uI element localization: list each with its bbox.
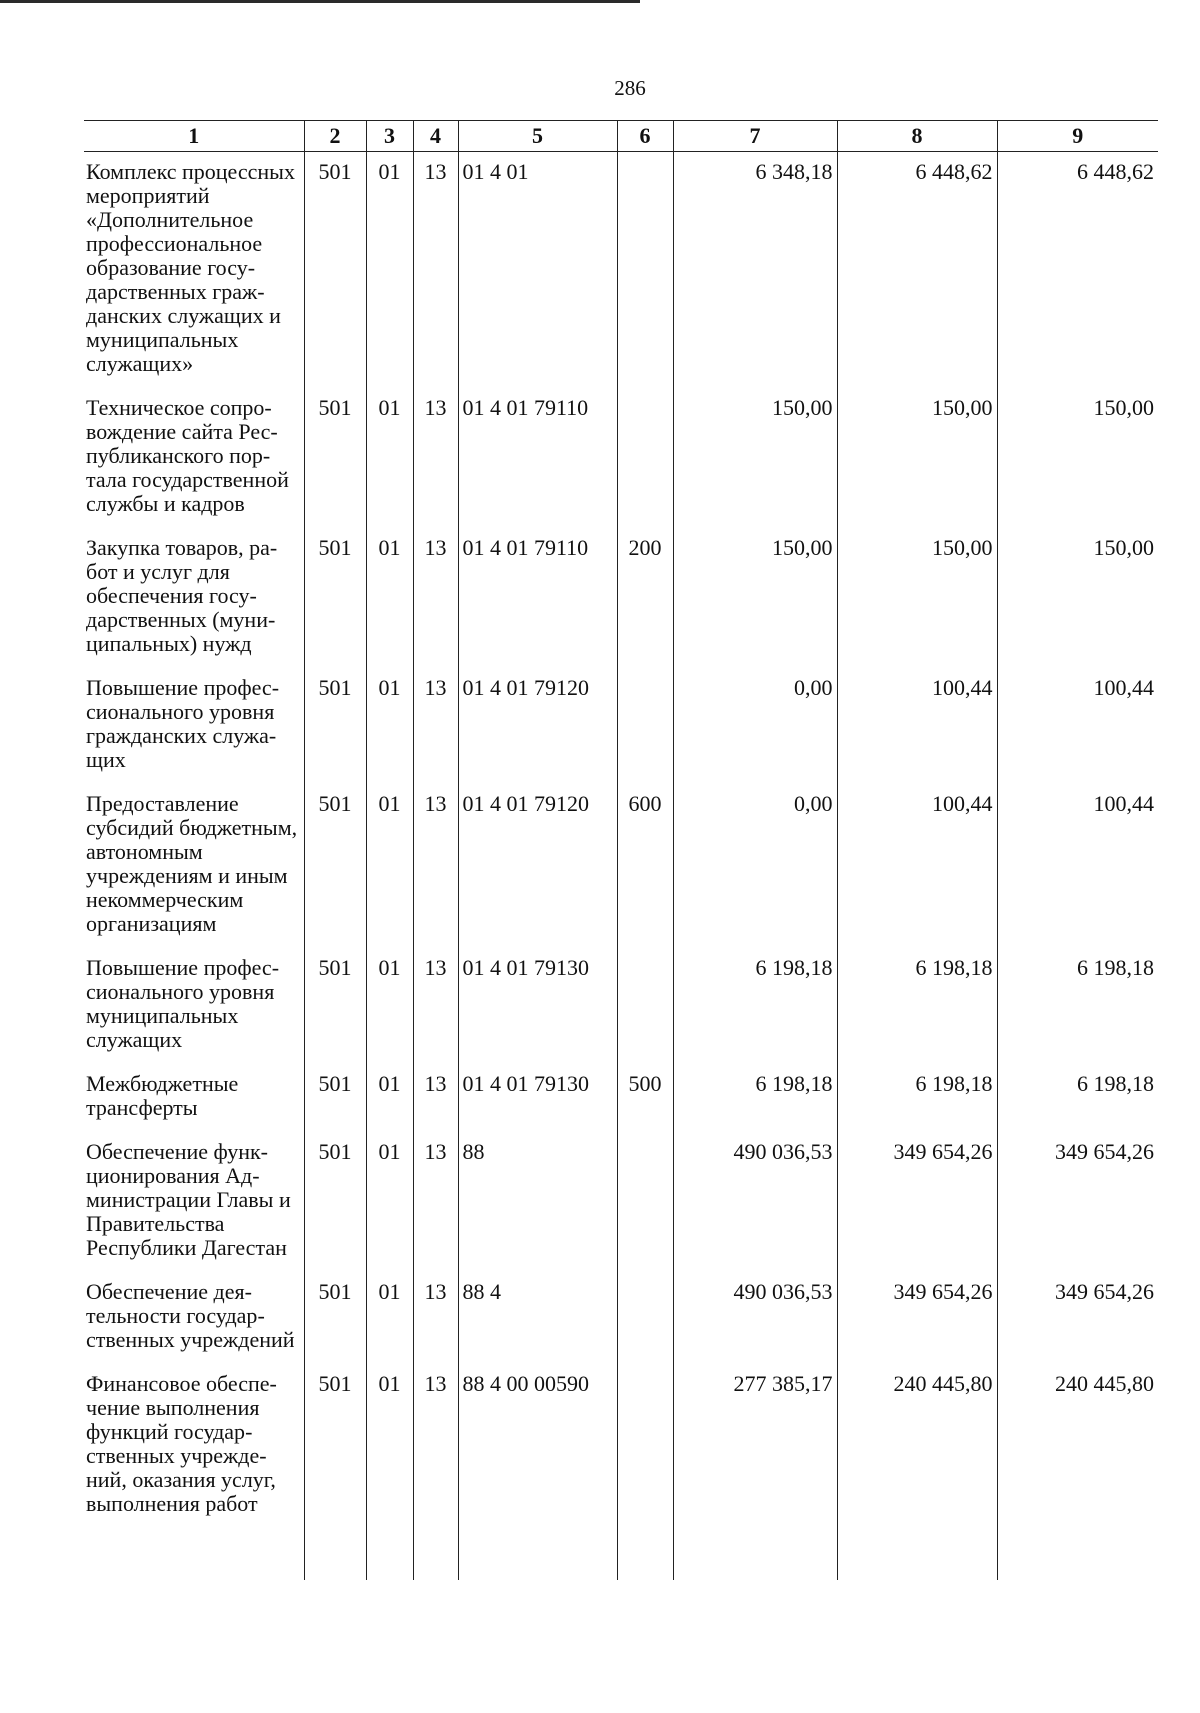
row-col5: 88: [458, 1132, 617, 1272]
table-row: [84, 1272, 1158, 1364]
row-name: Предоставление субсидий бюджетным, автономным учреждениям и иным некоммерческим организациям: [86, 791, 298, 936]
row-col5: 01 4 01 79130: [458, 948, 617, 1064]
row-col4: 13: [413, 784, 458, 948]
row-col4: 13: [413, 668, 458, 784]
row-col6: [617, 152, 673, 389]
header-cell-7: 7: [673, 121, 837, 152]
row-col7: 150,00: [673, 388, 837, 528]
row-col2: 501: [304, 152, 366, 389]
row-col9: 6 448,62: [997, 152, 1158, 389]
row-col8: 349 654,26: [837, 1132, 997, 1272]
row-col2: 501: [304, 784, 366, 948]
header-cell-3: 3: [366, 121, 413, 152]
row-col2: 501: [304, 668, 366, 784]
row-col7: 6 348,18: [673, 152, 837, 389]
row-name: Финансовое обеспечение выполнения функций государственных учреждений, оказания услуг, выполнения работ: [86, 1371, 277, 1516]
row-col6: [617, 1364, 673, 1580]
table-row: [84, 388, 1158, 528]
row-col8: 150,00: [837, 528, 997, 668]
table-row: [84, 668, 1158, 784]
row-col3: 01: [366, 784, 413, 948]
row-col7: 490 036,53: [673, 1132, 837, 1272]
row-col3: 01: [366, 1364, 413, 1580]
header-row: [84, 121, 1158, 152]
row-col8: 6 448,62: [837, 152, 997, 389]
row-col6: [617, 1272, 673, 1364]
row-col4: 13: [413, 152, 458, 389]
row-col9: 6 198,18: [997, 1064, 1158, 1132]
header-cell-9: 9: [997, 121, 1158, 152]
row-col7: 277 385,17: [673, 1364, 837, 1580]
row-col5: 01 4 01 79120: [458, 784, 617, 948]
header-cell-5: 5: [458, 121, 617, 152]
budget-table: [84, 120, 1158, 1580]
row-col8: 240 445,80: [837, 1364, 997, 1580]
row-col6: [617, 948, 673, 1064]
row-col3: 01: [366, 528, 413, 668]
row-name: Обеспечение функционирования Администрации Главы и Правительства Республики Дагестан: [86, 1139, 291, 1260]
row-col2: 501: [304, 1272, 366, 1364]
table-row: [84, 1064, 1158, 1132]
row-col2: 501: [304, 1132, 366, 1272]
row-col2: 501: [304, 1064, 366, 1132]
row-col5: 01 4 01 79110: [458, 528, 617, 668]
row-col9: 240 445,80: [997, 1364, 1158, 1580]
row-col7: 6 198,18: [673, 1064, 837, 1132]
row-col4: 13: [413, 1064, 458, 1132]
row-name: Комплекс процессных мероприятий «Дополнительное профессиональное образование государственных гражданских служащих и муниципальных служащих»: [86, 159, 295, 376]
row-col8: 6 198,18: [837, 948, 997, 1064]
table-row: [84, 528, 1158, 668]
row-col2: 501: [304, 948, 366, 1064]
row-col2: 501: [304, 528, 366, 668]
row-col4: 13: [413, 948, 458, 1064]
row-col7: 0,00: [673, 784, 837, 948]
header-cell-1: 1: [84, 121, 304, 152]
row-col3: 01: [366, 1132, 413, 1272]
row-col4: 13: [413, 1272, 458, 1364]
row-col6: [617, 388, 673, 528]
row-name: Техническое сопровождение сайта Республиканского портала государственной службы и кадров: [86, 395, 289, 516]
row-col7: 0,00: [673, 668, 837, 784]
row-col7: 490 036,53: [673, 1272, 837, 1364]
row-col5: 01 4 01 79130: [458, 1064, 617, 1132]
row-col6: 200: [617, 528, 673, 668]
row-col7: 150,00: [673, 528, 837, 668]
row-col9: 150,00: [997, 528, 1158, 668]
row-col9: 349 654,26: [997, 1272, 1158, 1364]
row-col3: 01: [366, 1064, 413, 1132]
row-col9: 100,44: [997, 668, 1158, 784]
row-name: Обеспечение деятельности государственных учреждений: [86, 1279, 295, 1352]
row-col5: 88 4: [458, 1272, 617, 1364]
row-col9: 349 654,26: [997, 1132, 1158, 1272]
header-cell-4: 4: [413, 121, 458, 152]
row-col6: 600: [617, 784, 673, 948]
row-col5: 01 4 01: [458, 152, 617, 389]
row-name: Межбюджетные трансферты: [86, 1071, 239, 1120]
row-col3: 01: [366, 948, 413, 1064]
row-col6: [617, 668, 673, 784]
row-col2: 501: [304, 1364, 366, 1580]
row-col4: 13: [413, 1364, 458, 1580]
row-col4: 13: [413, 1132, 458, 1272]
row-name: Повышение профессионального уровня гражданских служащих: [86, 675, 280, 772]
row-col8: 349 654,26: [837, 1272, 997, 1364]
row-col8: 6 198,18: [837, 1064, 997, 1132]
row-name: Повышение профессионального уровня муниципальных служащих: [86, 955, 280, 1052]
row-col3: 01: [366, 152, 413, 389]
row-col9: 6 198,18: [997, 948, 1158, 1064]
row-col4: 13: [413, 528, 458, 668]
row-col7: 6 198,18: [673, 948, 837, 1064]
table-row: [84, 784, 1158, 948]
table-row: [84, 948, 1158, 1064]
row-col8: 100,44: [837, 668, 997, 784]
row-col9: 150,00: [997, 388, 1158, 528]
page-number: 286: [614, 76, 646, 100]
header-cell-8: 8: [837, 121, 997, 152]
table-row: [84, 1364, 1158, 1580]
header-cell-2: 2: [304, 121, 366, 152]
row-col2: 501: [304, 388, 366, 528]
row-col3: 01: [366, 388, 413, 528]
row-name: Закупка товаров, работ и услуг для обеспечения государственных (муниципальных) нужд: [86, 535, 278, 656]
row-col3: 01: [366, 1272, 413, 1364]
row-col6: 500: [617, 1064, 673, 1132]
scan-edge-line: [0, 0, 640, 3]
header-cell-6: 6: [617, 121, 673, 152]
row-col5: 01 4 01 79110: [458, 388, 617, 528]
row-col3: 01: [366, 668, 413, 784]
row-col5: 01 4 01 79120: [458, 668, 617, 784]
row-col4: 13: [413, 388, 458, 528]
row-col8: 150,00: [837, 388, 997, 528]
table-row: [84, 152, 1158, 389]
row-col8: 100,44: [837, 784, 997, 948]
table-row: [84, 1132, 1158, 1272]
row-col5: 88 4 00 00590: [458, 1364, 617, 1580]
row-col9: 100,44: [997, 784, 1158, 948]
row-col6: [617, 1132, 673, 1272]
